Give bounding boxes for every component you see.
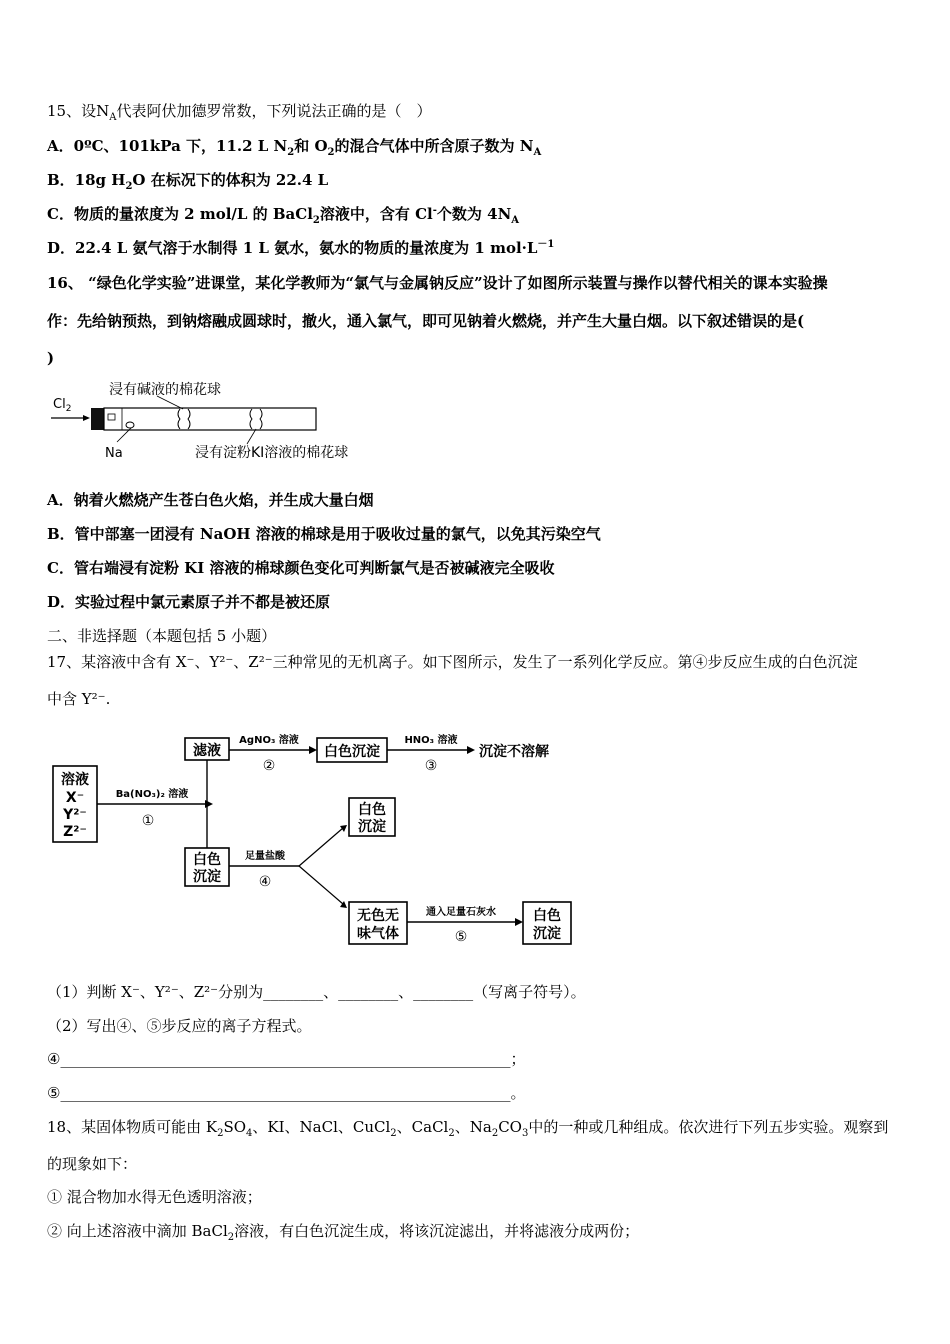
svg-text:沉淀: 沉淀	[533, 926, 561, 942]
stopper	[91, 408, 104, 430]
svg-text:Z²⁻: Z²⁻	[63, 824, 87, 840]
svg-text:白色: 白色	[358, 802, 386, 818]
q17-eq4-blank[interactable]: ④____________________________________________________________；	[47, 1050, 526, 1068]
step-5: ⑤	[454, 929, 468, 945]
q17-sub1: （1）判断 X⁻、Y²⁻、Z²⁻分别为________、________、________（写离子符号）。	[47, 983, 586, 1001]
svg-text:白色: 白色	[193, 852, 221, 868]
q18-stem-line1: 18、某固体物质可能由 $K_2SO_4$、KI、NaCl、CuCl$_2$、CaCl$_2$、$Na_2CO_3$中的一种或几种组成。依次进行下列五步实验。观察到	[47, 1118, 889, 1139]
svg-text:味气体: 味气体	[357, 926, 399, 942]
q16-stem-line2: 作：先给钠预热，到钠熔融成圆球时，撤火，通入氯气，即可见钠着火燃烧，并产生大量白烟。以下叙述错误的是(	[47, 312, 805, 330]
reagent-2: AgNO₃ 溶液	[239, 735, 299, 746]
q15-option-a: A．0ºC、101kPa 下，11.2 L $N_2$和 $O_2$的混合气体中所含原子数为 $N_A$	[47, 137, 542, 158]
arrow-head-icon	[340, 825, 347, 832]
q15-option-d: D．22.4 L 氨气溶于水制得 1 L 氨水，氨水的物质的量浓度为 1 $mol\cdot L^{-1}$	[47, 239, 555, 257]
step-2: ②	[262, 758, 276, 774]
cotton-ball-ki	[250, 409, 262, 429]
q17-stem-line1: 17、某溶液中含有 X⁻、Y²⁻、Z²⁻三种常见的无机离子。如下图所示，发生了一系列化学反应。第④步反应生成的白色沉淀	[47, 653, 858, 671]
svg-text:溶液: 溶液	[61, 772, 89, 788]
svg-text:白色沉淀: 白色沉淀	[324, 744, 380, 760]
cotton-ball-alkali	[178, 409, 190, 429]
q16-option-c: C．管右端浸有淀粉 KI 溶液的棉球颜色变化可判断氯气是否被碱液完全吸收	[47, 559, 555, 577]
q15-option-c: C．物质的量浓度为 2 mol/L 的 BaCl$_2$溶液中，含有 Cl-个数为 $4N_A$	[47, 205, 520, 226]
q16-stem-line3: )	[47, 349, 55, 367]
ppt-insoluble: 沉淀不溶解	[479, 744, 549, 760]
label-alkali-cotton: 浸有碱液的棉花球	[109, 382, 221, 398]
step-1: ①	[141, 813, 155, 829]
q18-step1: ① 混合物加水得无色透明溶液；	[47, 1188, 262, 1206]
svg-text:X⁻: X⁻	[65, 790, 85, 806]
q15-option-b: B．18g $H_2O$ 在标况下的体积为 22.4 L	[47, 171, 329, 192]
q16-option-b: B．管中部塞一团浸有 NaOH 溶液的棉球是用于吸收过量的氯气，以免其污染空气	[47, 525, 601, 543]
section-heading: 二、非选择题（本题包括 5 小题）	[47, 627, 277, 645]
arrow-head-icon	[83, 415, 90, 421]
glass-tube	[104, 408, 316, 430]
reaction-flowchart	[47, 726, 587, 948]
svg-text:无色无: 无色无	[357, 908, 399, 924]
arrow-head-icon	[205, 800, 213, 808]
q16-option-d: D．实验过程中氯元素原子并不都是被还原	[47, 593, 331, 611]
apparatus-figure	[47, 378, 387, 468]
q16-stem-line1: 16、 “绿色化学实验”进课堂，某化学教师为“氯气与金属钠反应”设计了如图所示装置与操作以替代相关的课本实验操	[47, 274, 828, 292]
q17-eq5-blank[interactable]: ⑤____________________________________________________________。	[47, 1084, 526, 1102]
na-label: Na	[105, 446, 123, 461]
q17-stem-line2: 中含 Y²⁻.	[47, 690, 111, 708]
q16-option-a: A．钠着火燃烧产生苍白色火焰，并生成大量白烟	[47, 491, 374, 509]
label-ki-cotton: 浸有淀粉KI溶液的棉花球	[195, 445, 349, 461]
step-3: ③	[424, 758, 438, 774]
q17-sub2: （2）写出④、⑤步反应的离子方程式。	[47, 1017, 312, 1035]
reagent-3: HNO₃ 溶液	[404, 735, 458, 746]
svg-text:沉淀: 沉淀	[358, 819, 386, 835]
arrow-head-icon	[309, 746, 317, 754]
step-4: ④	[258, 874, 272, 890]
svg-text:沉淀: 沉淀	[193, 869, 221, 885]
cl2-label: $Cl_2$	[53, 397, 72, 414]
arrow-head-icon	[467, 746, 475, 754]
svg-text:白色: 白色	[533, 908, 561, 924]
q15-stem: 15、设$N_A$代表阿伏加德罗常数，下列说法正确的是（ ）	[47, 102, 432, 123]
sodium-piece	[126, 422, 134, 428]
arrow-head-icon	[515, 918, 523, 926]
reagent-5: 通入足量石灰水	[426, 907, 496, 918]
q18-step2: ② 向上述溶液中滴加 BaCl$_2$溶液，有白色沉淀生成，将该沉淀滤出，并将滤液分成两份；	[47, 1222, 640, 1243]
reagent-4: 足量盐酸	[245, 851, 285, 862]
svg-text:滤液: 滤液	[193, 743, 221, 759]
q18-stem-line2: 的现象如下：	[47, 1155, 138, 1173]
reagent-1: Ba(NO₃)₂ 溶液	[115, 789, 189, 800]
svg-text:Y²⁻: Y²⁻	[63, 807, 87, 823]
